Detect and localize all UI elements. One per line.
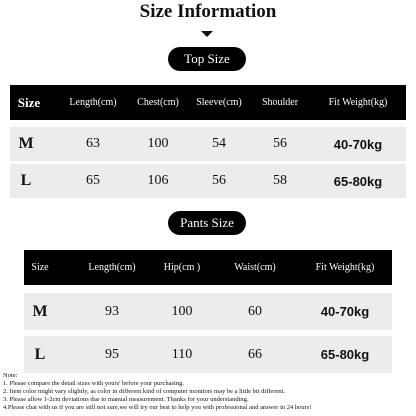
shoulder-cell: 58 (273, 173, 287, 188)
size-cell: M (18, 135, 34, 152)
fit-weight-cell: 65-80kg (320, 347, 370, 362)
header-fit-weight: Fit Weight(kg) (315, 262, 375, 273)
length-cell: 95 (105, 346, 119, 362)
fit-weight-cell: 40-70kg (320, 304, 370, 319)
table-row (10, 164, 406, 198)
header-shoulder: Shoulder (261, 97, 299, 108)
waist-cell: 66 (248, 346, 262, 362)
down-arrow-icon (201, 31, 213, 37)
table-row (24, 293, 392, 330)
note-item: 3. Please allow 1-2cm deviations due to manual measurement. Thanks for your understanding. (3, 396, 249, 403)
fit-weight-cell: 40-70kg (333, 136, 383, 152)
size-cell: L (20, 172, 32, 189)
hip-cell: 110 (171, 346, 193, 362)
fit-weight-cell: 65-80kg (333, 173, 383, 189)
header-fit-weight: Fit Weight(kg) (328, 97, 388, 108)
header-size: Size (31, 262, 49, 273)
notes-section (3, 372, 415, 412)
pants-size-header-row (24, 250, 392, 285)
length-cell: 93 (105, 303, 119, 319)
header-chest: Chest(cm) (137, 97, 179, 108)
notes-heading: Note: (3, 372, 18, 379)
header-hip: Hip(cm ) (163, 262, 201, 273)
table-row (24, 336, 392, 373)
header-length: Length(cm) (69, 97, 117, 108)
hip-cell: 100 (171, 303, 193, 319)
sleeve-cell: 56 (212, 173, 226, 188)
length-cell: 63 (86, 136, 100, 151)
header-sleeve: Sleeve(cm) (196, 97, 242, 108)
sleeve-cell: 54 (212, 136, 226, 151)
shoulder-cell: 56 (273, 136, 287, 151)
note-item: 4.Please chat with us if you are still not sure,we will try our best to help you with professional and answer in 24 hours! (3, 404, 312, 411)
note-item: 1. Please compare the detail sizes with yours' before your purchasing. (3, 380, 184, 387)
page-title: Size Information (139, 1, 277, 22)
length-cell: 65 (86, 173, 100, 188)
top-size-header-row (10, 85, 406, 120)
note-item: 2. Item color might vary slightly, as color in different kind of computer monitors may be a little bit different. (3, 388, 286, 395)
table-row (10, 127, 406, 161)
header-size: Size (17, 94, 41, 110)
header-length: Length(cm) (88, 262, 136, 273)
top-size-label: Top Size (168, 47, 246, 71)
pants-size-label: Pants Size (168, 211, 246, 235)
size-cell: M (32, 302, 48, 320)
chest-cell: 106 (147, 173, 169, 188)
size-cell: L (34, 345, 46, 363)
header-waist: Waist(cm) (234, 262, 276, 273)
chest-cell: 100 (147, 136, 169, 151)
waist-cell: 60 (248, 303, 262, 319)
